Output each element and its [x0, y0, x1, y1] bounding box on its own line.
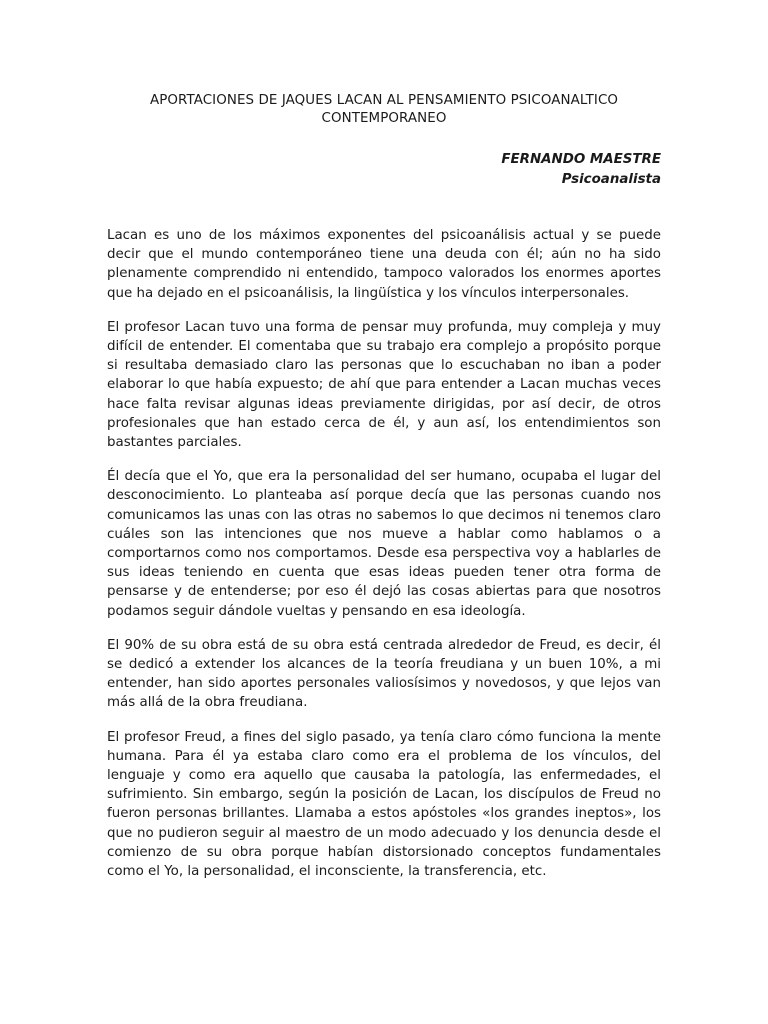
document-title: APORTACIONES DE JAQUES LACAN AL PENSAMIENTO PSICOANALTICO CONTEMPORANEO: [149, 93, 619, 126]
paragraph: El 90% de su obra está de su obra está centrada alrededor de Freud, es decir, él se dedicó a extender los alcances de la teoría freudiana y un buen 10%, a mi entender, han sido aportes personales valiosísimos y novedosos, y que lejos van más allá de la obra freudiana.: [107, 637, 661, 711]
document-body: [107, 226, 661, 881]
paragraph: El profesor Lacan tuvo una forma de pensar muy profunda, muy compleja y muy difícil de entender. El comentaba que su trabajo era complejo a propósito porque si resultaba demasiado claro las personas que lo escuchaban no iban a poder elaborar lo que había expuesto; de ahí que para entender a Lacan muchas veces hace falta revisar algunas ideas previamente dirigidas, por así decir, de otros profesionales que han estado cerca de él, y aun así, los entendimientos son bastantes parciales.: [107, 319, 661, 451]
author-role: Psicoanalista: [561, 172, 661, 187]
paragraph: El profesor Freud, a fines del siglo pasado, ya tenía claro cómo funciona la mente humana. Para él ya estaba claro como era el problema de los vínculos, del lenguaje y como era aquello que causaba la patología, las enfermedades, el sufrimiento. Sin embargo, según la posición de Lacan, los discípulos de Freud no fueron personas brillantes. Llamaba a estos apóstoles «los grandes ineptos», los que no pudieron seguir al maestro de un modo adecuado y los denuncia desde el comienzo de su obra porque habían distorsionado conceptos fundamentales como el Yo, la personalidad, el inconsciente, la transferencia, etc.: [107, 729, 661, 880]
paragraph: Lacan es uno de los máximos exponentes del psicoanálisis actual y se puede decir que el mundo contemporáneo tiene una deuda con él; aún no ha sido plenamente comprendido ni entendido, tampoco valorados los enormes aportes que ha dejado en el psicoanálisis, la lingüística y los vínculos interpersonales.: [107, 228, 661, 301]
paragraph: Él decía que el Yo, que era la personalidad del ser humano, ocupaba el lugar del desconocimiento. Lo planteaba así porque decía que las personas cuando nos comunicamos las unas con las otras no sabemos lo que decimos ni tenemos claro cuáles son las intenciones que nos mueve a hablar como hablamos o a comportarnos como nos comportamos. Desde esa perspectiva voy a hablarles de sus ideas teniendo en cuenta que esas ideas pueden tener otra forma de pensarse y de entenderse; por eso él dejó las cosas abiertas para que nosotros podamos seguir dándole vueltas y pensando en esa ideología.: [107, 469, 661, 619]
document-page: [107, 92, 661, 896]
author-block: [107, 150, 661, 190]
author-name: FERNANDO MAESTRE: [501, 152, 661, 167]
